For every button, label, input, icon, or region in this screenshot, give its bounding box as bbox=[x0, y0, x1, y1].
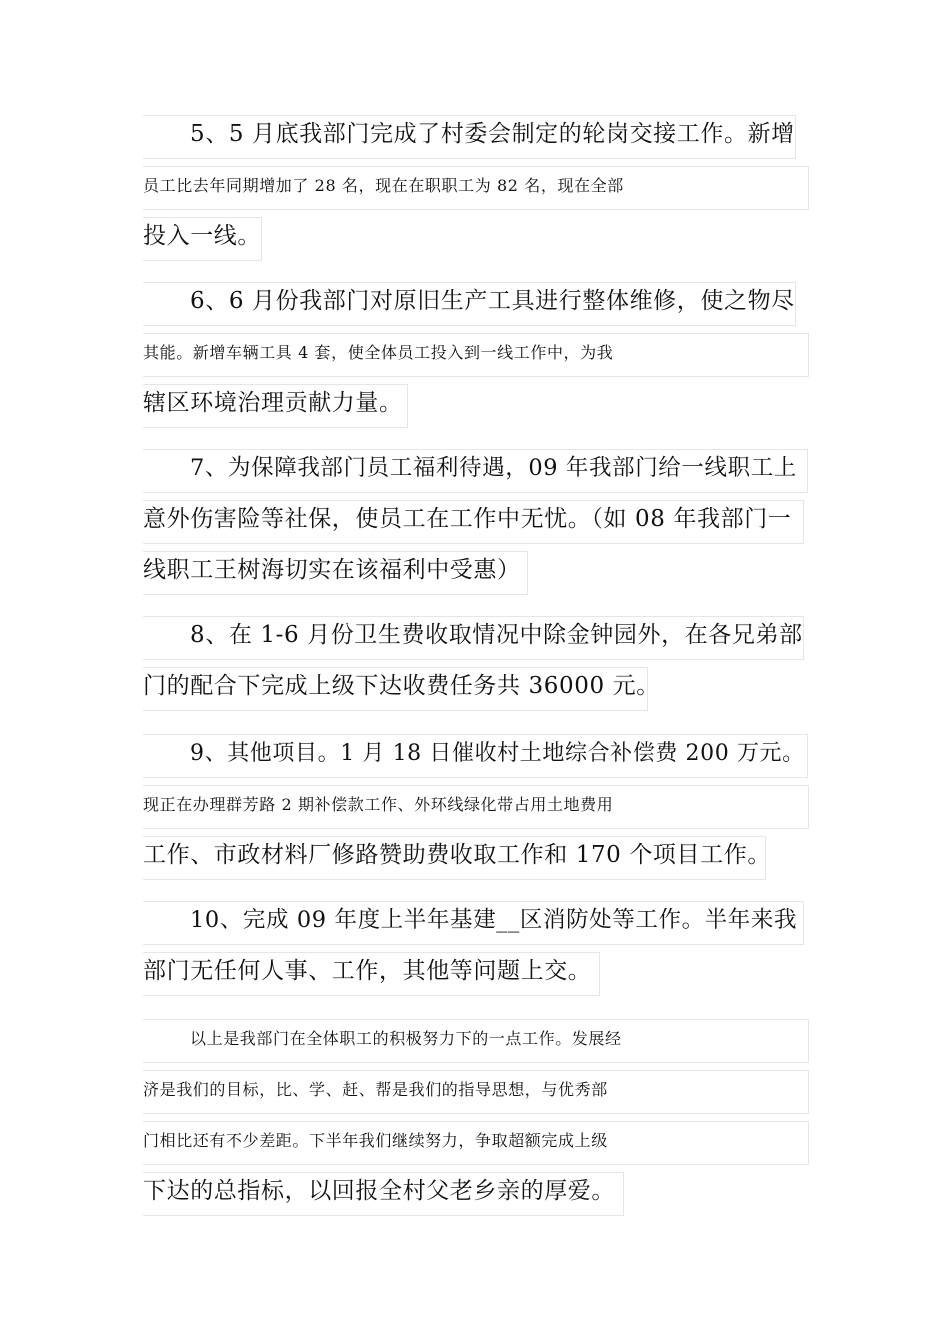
paragraph-7 bbox=[143, 443, 808, 596]
paragraph-5 bbox=[143, 109, 808, 262]
text-line: 投入一线。 bbox=[143, 211, 808, 262]
paragraph-8 bbox=[143, 610, 808, 712]
text-line: 现正在办理群芳路 2 期补偿款工作、外环线绿化带占用土地费用 bbox=[143, 779, 808, 830]
text-line: 7、为保障我部门员工福利待遇，09 年我部门给一线职工上 bbox=[143, 443, 808, 494]
text-line: 下达的总指标，以回报全村父老乡亲的厚爱。 bbox=[143, 1166, 808, 1217]
paragraph-6 bbox=[143, 276, 808, 429]
text-line: 工作、市政材料厂修路赞助费收取工作和 170 个项目工作。 bbox=[143, 830, 808, 881]
text-line: 辖区环境治理贡献力量。 bbox=[143, 378, 808, 429]
text-line: 其能。新增车辆工具 4 套，使全体员工投入到一线工作中，为我 bbox=[143, 327, 808, 378]
text-line: 意外伤害险等社保，使员工在工作中无忧。（如 08 年我部门一 bbox=[143, 494, 808, 545]
text-line: 10、完成 09 年度上半年基建__区消防处等工作。半年来我 bbox=[143, 895, 808, 946]
text-line: 门的配合下完成上级下达收费任务共 36000 元。 bbox=[143, 661, 808, 712]
paragraph-9 bbox=[143, 728, 808, 881]
text-line: 6、6 月份我部门对原旧生产工具进行整体维修，使之物尽 bbox=[143, 276, 808, 327]
text-line: 线职工王树海切实在该福利中受惠） bbox=[143, 545, 808, 596]
text-line: 员工比去年同期增加了 28 名，现在在职职工为 82 名，现在全部 bbox=[143, 160, 808, 211]
text-line: 9、其他项目。1 月 18 日催收村土地综合补偿费 200 万元。 bbox=[143, 728, 808, 779]
text-line: 门相比还有不少差距。下半年我们继续努力，争取超额完成上级 bbox=[143, 1115, 808, 1166]
text-line: 8、在 1-6 月份卫生费收取情况中除金钟园外，在各兄弟部 bbox=[143, 610, 808, 661]
text-line: 济是我们的目标，比、学、赶、帮是我们的指导思想，与优秀部 bbox=[143, 1064, 808, 1115]
paragraph-10 bbox=[143, 895, 808, 997]
text-line: 5、5 月底我部门完成了村委会制定的轮岗交接工作。新增 bbox=[143, 109, 808, 160]
paragraph-summary bbox=[143, 1013, 808, 1217]
text-line: 部门无任何人事、工作，其他等问题上交。 bbox=[143, 946, 808, 997]
text-line: 以上是我部门在全体职工的积极努力下的一点工作。发展经 bbox=[143, 1013, 808, 1064]
